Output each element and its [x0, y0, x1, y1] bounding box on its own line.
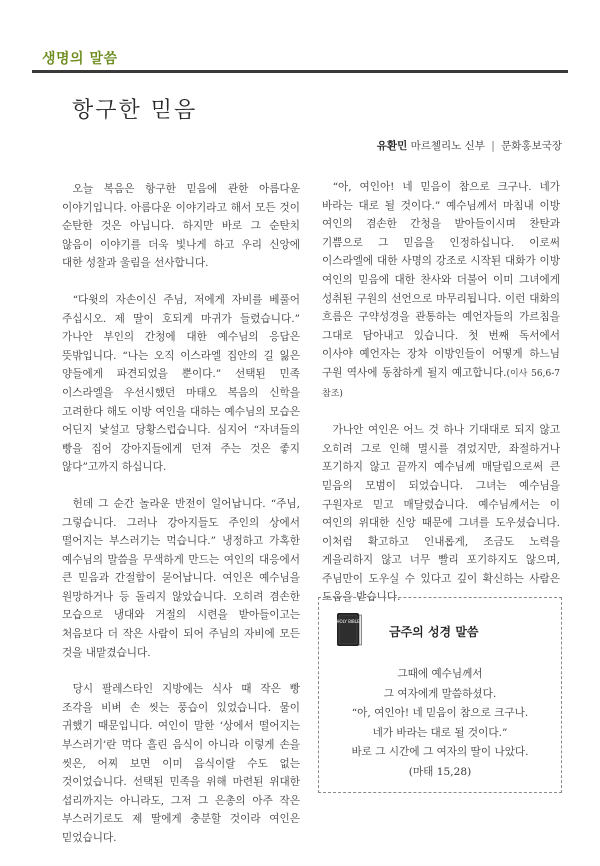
paragraph-text: “아, 여인아! 네 믿음이 참으로 크구나. 네가 바라는 대로 될 것이다.” 예수님께서 마침내 이방 여인의 겸손한 간청을 받아들이시며 찬탄과 기쁨으로 그 믿음을 인정하십니다. 이로써 이스라엘에 대한 사명의 강조로 시작된 대화가 이방 여인의 믿음에 대한 찬사와 더불어 이미 그녀에게 성취된 구원의 선언으로 마무리됩니다. 이런 대화의 흐름은 구약성경을 관통하는 예언자들의 가르침을 그대로 담아내고 있습니다. 첫 번째 독서에서 이사야 예언자는 장차 이방인들이 어떻게 하느님 구원 역사에 동참하게 될지 예고합니다. — [322, 181, 560, 379]
bible-icon-label: HOLY BIBLE — [336, 619, 360, 624]
article-column-left — [62, 180, 300, 866]
verse-line: 그때에 예수님께서 — [397, 668, 483, 680]
article-column-right — [322, 178, 560, 625]
scripture-reference: (이사 56,6-7 참조) — [322, 368, 560, 399]
page-title: 항구한 믿음 — [72, 98, 198, 123]
bible-verse — [319, 665, 561, 782]
author-name: 유환민 — [376, 140, 408, 152]
holy-bible-book-icon — [336, 612, 362, 648]
article-paragraph: 당시 팔레스타인 지방에는 식사 때 작은 빵 조각을 비벼 손 씻는 풍습이 있었습니다. 물이 귀했기 때문입니다. 여인이 말한 ‘상에서 떨어지는 부스러기’란 먹다 흘린 음식이 아니라 이렇게 손을 씻은, 어찌 보면 이미 음식이랄 수도 없는 것이었습니다. 선택된 민족을 위해 마련된 위대한 섭리까지는 아니라도, 그저 그 은총의 아주 작은 부스러기로도 제 딸에게 충분할 것이라 여인은 믿었습니다. — [62, 683, 300, 844]
byline-separator: | — [491, 140, 495, 152]
verse-line: 그 여자에게 말씀하셨다. — [383, 687, 497, 700]
author-role: 마르첼리노 신부 — [410, 140, 485, 152]
verse-line: “아, 여인아! 네 믿음이 참으로 크구나. — [351, 707, 529, 719]
article-paragraph: 오늘 복음은 항구한 믿음에 관한 아름다운 이야기입니다. 아름다운 이야기라고 해서 모든 것이 순탄한 것은 아닙니다. 하지만 바로 그 순탄치 않음이 이야기를 더욱 빛나게 하고 우리 신앙에 대한 성찰과 울림을 선사합니다. — [62, 183, 300, 270]
article-paragraph: 헌데 그 순간 놀라운 반전이 일어납니다. “주님, 그렇습니다. 그러나 강아지들도 주인의 상에서 떨어지는 부스러기는 먹습니다.” 냉정하고 가혹한 예수님의 말씀을 무색하게 만드는 여인의 대응에서 큰 믿음과 간절함이 묻어납니다. 여인은 예수님을 원망하거나 등 돌리지 않았습니다. 오히려 겸손한 모습으로 냉대와 거절의 시련을 받아들이고는 처음보다 더 작은 사람이 되어 주님의 자비에 모든 것을 내맡겼습니다. — [62, 497, 300, 659]
article-paragraph: 가나안 여인은 어느 것 하나 기대대로 되지 않고 오히려 그로 인해 멸시를 겪었지만, 좌절하거나 포기하지 않고 끝까지 예수님께 매달림으로써 큰 믿음의 모범이 되었습니다. 그녀는 예수님을 구원자로 믿고 매달렸습니다. 예수님께서는 이 여인의 위대한 신앙 때문에 그녀를 도우셨습니다. 이처럼 확고하고 인내롭게, 조금도 노력을 게을리하지 않고 너무 빨리 포기하지도 않으며, 주님만이 도우실 수 있다고 깊이 확신하는 사람은 도움을 받습니다. — [322, 424, 560, 604]
author-department: 문화홍보국장 — [501, 140, 562, 152]
article-paragraph: “다윗의 자손이신 주님, 저에게 자비를 베풀어 주십시오. 제 딸이 호되게 마귀가 들렸습니다.” 가나안 부인의 간청에 대한 예수님의 응답은 뜻밖입니다. “나는 오직 이스라엘 집안의 길 잃은 양들에게 파견되었을 뿐이다.” 선택된 민족 이스라엘을 우선시했던 마태오 복음의 신학을 고려한다 해도 이방 여인을 대하는 예수님의 모습은 어딘지 낯설고 당황스럽습니다. 심지어 “자녀들의 빵을 집어 강아지들에게 던져 주는 것은 좋지 않다”고까지 하십니다. — [62, 293, 300, 474]
section-label: 생명의 말씀 — [42, 51, 118, 67]
weekly-bible-verse-box — [318, 597, 562, 793]
verse-line: 바로 그 시간에 그 여자의 딸이 나았다. — [351, 746, 529, 758]
byline — [377, 138, 562, 153]
verse-line: 네가 바라는 대로 될 것이다.” — [372, 726, 508, 739]
verse-reference: (마태 15,28) — [408, 765, 472, 778]
header-rule — [32, 70, 568, 73]
bible-box-title: 금주의 성경 말씀 — [389, 625, 479, 639]
article-paragraph — [322, 178, 560, 403]
